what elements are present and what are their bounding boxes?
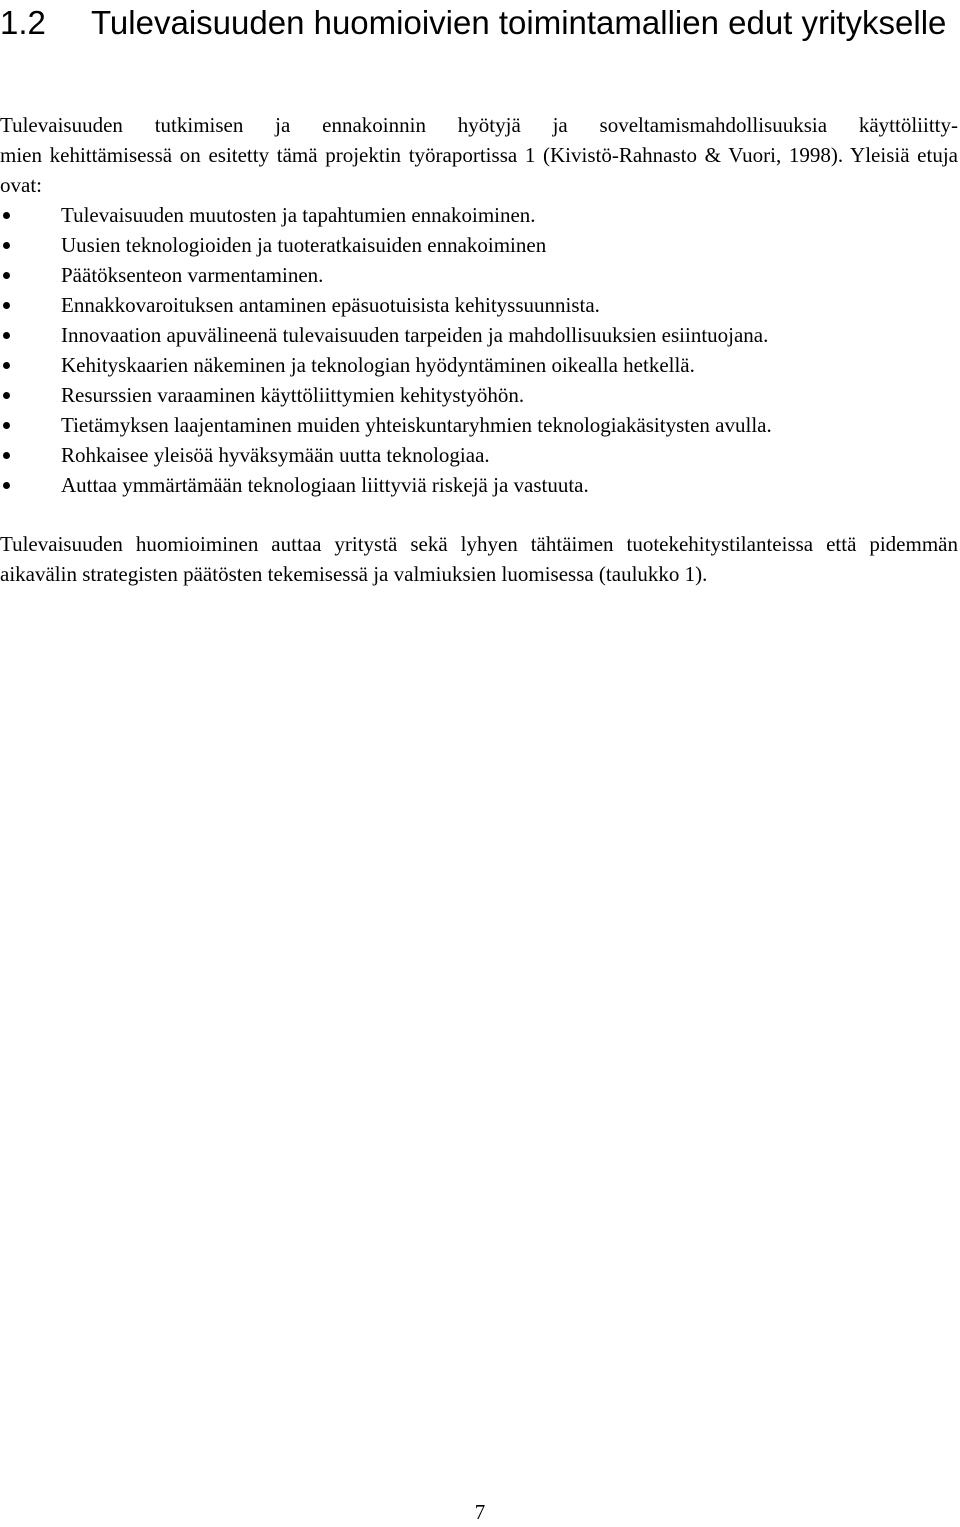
bullet-icon	[3, 422, 10, 429]
bullet-icon	[3, 302, 10, 309]
bullet-icon	[3, 482, 10, 489]
list-item-text: Uusien teknologioiden ja tuoteratkaisuiden ennakoiminen	[61, 233, 547, 257]
list-item-text: Innovaation apuvälineenä tulevaisuuden tarpeiden ja mahdollisuuksien esiintuojana.	[61, 323, 769, 347]
bullet-icon	[3, 392, 10, 399]
list-item-text: Kehityskaarien näkeminen ja teknologian hyödyntäminen oikealla hetkellä.	[61, 353, 695, 377]
bullet-icon	[3, 332, 10, 339]
intro-rest: mien kehittämisessä on esitetty tämä projektin työraportissa 1 (Kivistö-Rahnasto & Vuori, 1998). Yleisiä etuja ovat:	[0, 143, 958, 197]
list-item-text: Rohkaisee yleisöä hyväksymään uutta teknologiaa.	[61, 443, 490, 467]
list-item-text: Resurssien varaaminen käyttöliittymien kehitystyöhön.	[61, 383, 525, 407]
list-item	[0, 470, 958, 500]
list-item-text: Auttaa ymmärtämään teknologiaan liittyviä riskejä ja vastuuta.	[61, 473, 589, 497]
benefits-list	[0, 200, 958, 500]
list-item	[0, 410, 958, 440]
intro-line-1: Tulevaisuuden tutkimisen ja ennakoinnin hyötyjä ja soveltamismahdollisuuksia käyttöliitty-	[0, 113, 958, 137]
list-item-text: Tietämyksen laajentaminen muiden yhteiskuntaryhmien teknologiakäsitysten avulla.	[61, 413, 772, 437]
list-item-text: Tulevaisuuden muutosten ja tapahtumien ennakoiminen.	[61, 203, 536, 227]
list-item	[0, 230, 958, 260]
section-number: 1.2	[0, 4, 46, 41]
list-item	[0, 380, 958, 410]
intro-paragraph	[0, 110, 958, 200]
bullet-icon	[3, 272, 10, 279]
list-item	[0, 260, 958, 290]
list-item	[0, 440, 958, 470]
section-heading	[0, 2, 955, 44]
section-title: Tulevaisuuden huomioivien toimintamallien edut yritykselle	[91, 4, 947, 41]
list-item-text: Päätöksenteon varmentaminen.	[61, 263, 324, 287]
list-item	[0, 200, 958, 230]
list-item-text: Ennakkovaroituksen antaminen epäsuotuisista kehityssuunnista.	[61, 293, 600, 317]
list-item	[0, 320, 958, 350]
bullet-icon	[3, 362, 10, 369]
bullet-icon	[3, 212, 10, 219]
list-item	[0, 290, 958, 320]
bullet-icon	[3, 452, 10, 459]
bullet-icon	[3, 242, 10, 249]
list-item	[0, 350, 958, 380]
conclusion-paragraph: Tulevaisuuden huomioiminen auttaa yritystä sekä lyhyen tähtäimen tuotekehitystilanteissa että pidemmän aikavälin strategisten päätösten tekemisessä ja valmiuksien luomisessa (taulukko 1).	[0, 532, 958, 586]
page-number: 7	[474, 1500, 486, 1524]
